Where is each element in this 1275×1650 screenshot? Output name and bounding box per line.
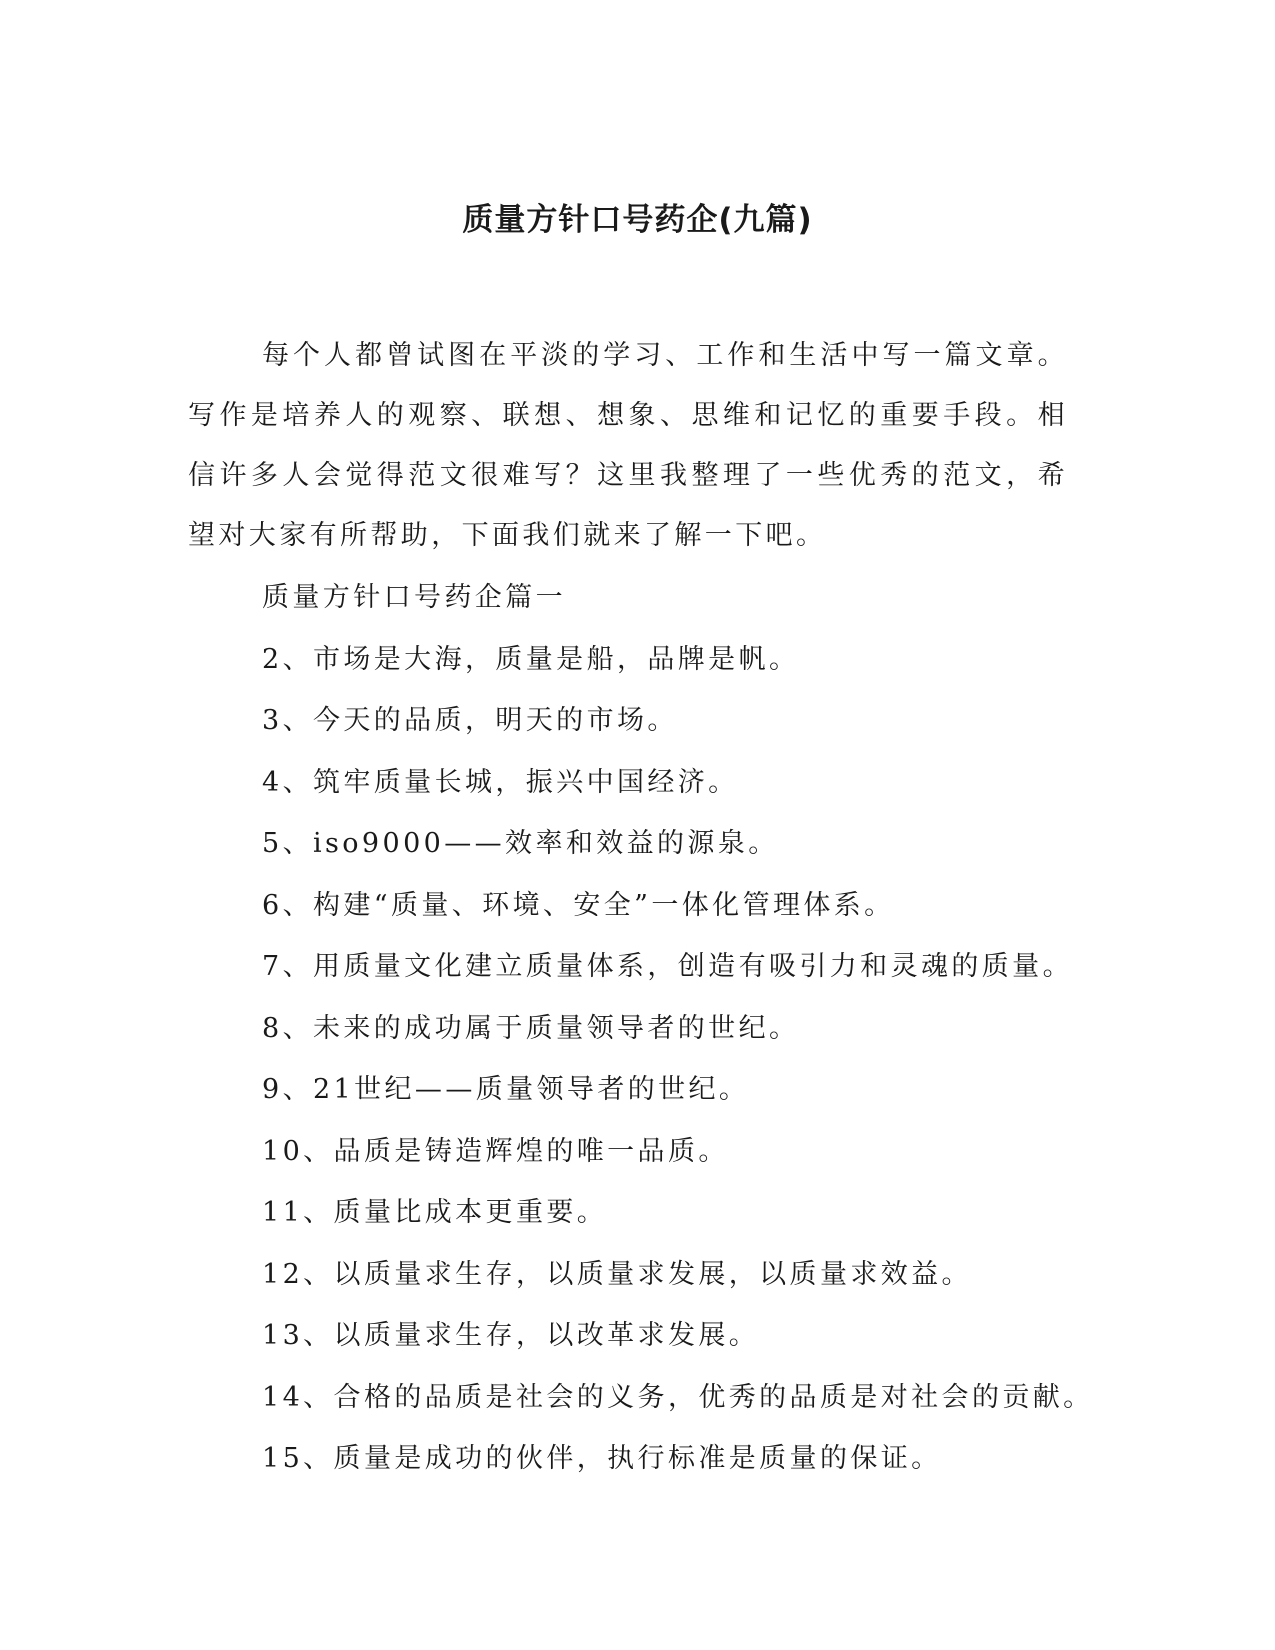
list-item: 14、合格的品质是社会的义务，优秀的品质是对社会的贡献。 bbox=[262, 1381, 1094, 1413]
list-item: 4、筑牢质量长城，振兴中国经济。 bbox=[262, 766, 739, 798]
list-item: 15、质量是成功的伙伴，执行标准是质量的保证。 bbox=[262, 1443, 942, 1474]
list-item: 12、以质量求生存，以质量求发展，以质量求效益。 bbox=[262, 1258, 972, 1290]
list-item: 6、构建“质量、环境、安全”一体化管理体系。 bbox=[262, 889, 895, 921]
list-item: 9、21世纪——质量领导者的世纪。 bbox=[262, 1074, 750, 1105]
list-item: 7、用质量文化建立质量体系，创造有吸引力和灵魂的质量。 bbox=[262, 951, 1073, 982]
section-heading: 质量方针口号药企篇一 bbox=[262, 582, 566, 613]
intro-paragraph: 每个人都曾试图在平淡的学习、工作和生活中写一篇文章。写作是培养人的观察、联想、想象、思维和记忆的重要手段。相信许多人会觉得范文很难写？这里我整理了一些优秀的范文，希望对大家有所帮助，下面我们就来了解一下吧。 bbox=[188, 340, 1068, 551]
list-item: 13、以质量求生存，以改革求发展。 bbox=[262, 1320, 760, 1351]
list-item: 2、市场是大海，质量是船，品牌是帆。 bbox=[262, 643, 800, 675]
list-item: 11、质量比成本更重要。 bbox=[262, 1197, 608, 1228]
list-item: 5、iso9000——效率和效益的源泉。 bbox=[262, 828, 779, 859]
document-title: 质量方针口号药企(九篇) bbox=[462, 202, 813, 238]
list-item: 10、品质是铸造辉煌的唯一品质。 bbox=[262, 1135, 729, 1167]
list-item: 3、今天的品质，明天的市场。 bbox=[262, 705, 678, 736]
list-item: 8、未来的成功属于质量领导者的世纪。 bbox=[262, 1012, 800, 1044]
slogan-list bbox=[262, 567, 1094, 1490]
